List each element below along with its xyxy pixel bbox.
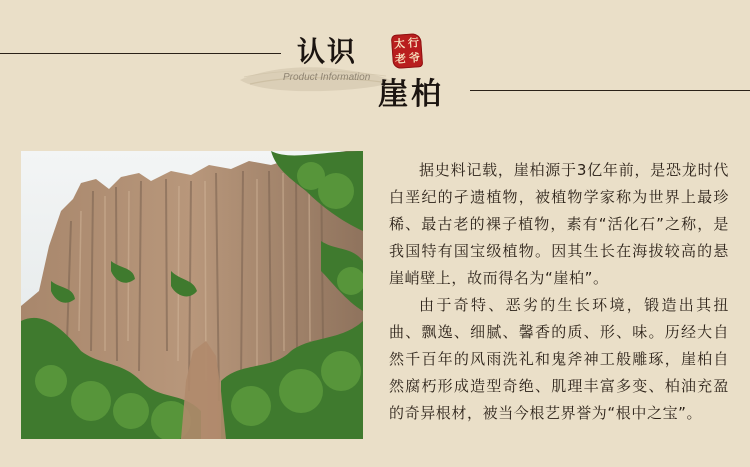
header-divider-right	[470, 90, 750, 91]
seal-char: 行	[407, 36, 420, 50]
seal-char: 老	[394, 52, 407, 66]
section-title: 认识	[297, 35, 358, 68]
header-divider-left	[0, 53, 281, 54]
section-subtitle: Product Information	[283, 72, 371, 83]
seal-char: 太	[393, 37, 406, 51]
cliff-photo	[21, 151, 363, 439]
article-body	[389, 157, 729, 427]
seal-char: 爷	[408, 51, 421, 65]
product-heading: 崖柏	[378, 77, 444, 112]
article-paragraph: 据史料记载，崖柏源于3亿年前，是恐龙时代白垩纪的孑遗植物，被植物学家称为世界上最珍稀、最古老的裸子植物，素有“活化石”之称，是我国特有国宝级植物。因其生长在海拔较高的悬崖峭壁上，故而得名为“崖柏”。	[389, 161, 729, 287]
seal-stamp-icon	[391, 33, 423, 69]
article-paragraph: 由于奇特、恶劣的生长环境，锻造出其扭曲、飘逸、细腻、馨香的质、形、味。历经大自然千百年的风雨洗礼和鬼斧神工般雕琢，崖柏自然腐朽形成造型奇绝、肌理丰富多变、柏油充盈的奇异根材，被当今根艺界誉为“根中之宝”。	[389, 296, 729, 422]
